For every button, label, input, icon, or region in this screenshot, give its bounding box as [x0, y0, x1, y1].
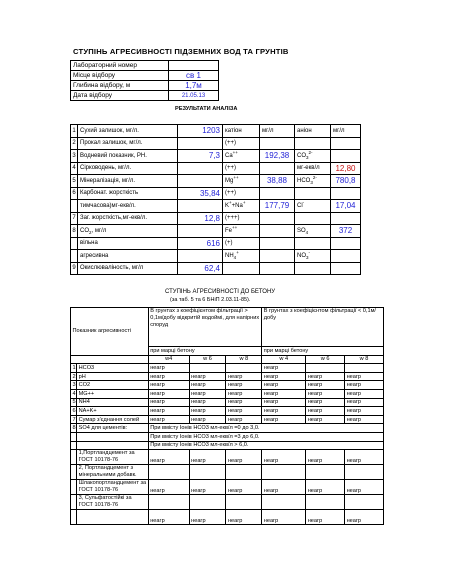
aggressiveness-cell: неагр	[262, 381, 306, 390]
aggressiveness-cell: неагр	[148, 372, 189, 381]
page-title: СТУПІНЬ АГРЕСИВНОСТІ ПІДЗЕМНИХ ВОД ТА ГРУНТІВ	[73, 47, 289, 56]
aggressiveness-cell: неагр	[148, 364, 189, 373]
cement-row	[71, 495, 384, 510]
cement-row	[71, 450, 384, 465]
indicator-row	[71, 398, 384, 407]
aggressiveness-cell: неагр	[262, 372, 306, 381]
superscript: 2-	[312, 174, 317, 180]
aggressiveness-cell	[345, 495, 384, 510]
grades-blank	[71, 355, 149, 364]
concrete-aggressiveness-table	[70, 307, 384, 525]
row-number: 4	[72, 390, 76, 397]
superscript: -	[308, 249, 311, 255]
row-number: 7	[72, 416, 76, 423]
cation-value	[260, 250, 295, 263]
aggressiveness-cell: неагр	[306, 372, 345, 381]
parameter-value: 62,4	[178, 262, 223, 275]
so4-blank	[77, 441, 149, 450]
aggressiveness-cell: неагр	[262, 398, 306, 407]
aggressiveness-cell: неагр	[226, 415, 262, 424]
parameter-value	[178, 162, 223, 175]
aggressiveness-cell: неагр	[148, 389, 189, 398]
aggressiveness-cell: неагр	[262, 407, 306, 416]
cation-label: (++)	[223, 187, 260, 200]
aggressiveness-cell: неагр	[306, 510, 345, 525]
cement-label: 3, Сульфатостійкі за ГОСТ 10178-76	[77, 495, 149, 510]
aggressiveness-cell	[345, 364, 384, 373]
anion-value: 17,04	[331, 200, 361, 213]
so4-condition: При вмісту Іонів HCO3 мл-екв/л =0 до 3,0.	[148, 424, 383, 433]
subscript: 3	[310, 179, 313, 185]
parameter-value	[178, 225, 223, 238]
aggressiveness-cell	[306, 495, 345, 510]
parameter-value	[178, 200, 223, 213]
parameter-label: Мінералізація, мг/л.	[78, 175, 178, 188]
indicator-row	[71, 415, 384, 424]
result-row	[71, 162, 361, 175]
parameter-label: Окислюваліность, мг/л	[78, 262, 178, 275]
cation-value	[260, 262, 295, 275]
info-value	[169, 61, 219, 71]
aggressiveness-cell	[189, 465, 226, 480]
parameter-value	[178, 250, 223, 263]
cation-value: мг/л	[260, 125, 295, 138]
aggressiveness-cell: неагр	[226, 381, 262, 390]
parameter-label: $CO_2$, мг/л	[78, 225, 178, 238]
info-value: 21.05.13	[169, 91, 219, 101]
aggressiveness-cell: неагр	[189, 510, 226, 525]
row-number	[71, 250, 78, 263]
indicator-header: Показник агресивності	[71, 308, 149, 356]
aggressiveness-cell: неагр	[306, 480, 345, 495]
info-label: Дата відбору	[71, 91, 169, 101]
cation-value	[260, 162, 295, 175]
result-row	[71, 137, 361, 150]
parameter-label: Водневий показник, РН.	[78, 150, 178, 163]
aggressiveness-cell: неагр	[148, 407, 189, 416]
cation-label: Mg++	[223, 175, 260, 188]
row-number: 4	[71, 162, 78, 175]
cation-label: катіон	[223, 125, 260, 138]
row-number: 5	[71, 175, 78, 188]
info-row-depth	[71, 81, 219, 91]
anion-value: 372	[331, 225, 361, 238]
anion-label: $HCO_3^{2-}$	[295, 175, 331, 188]
so4-label: SO4 для цементів:	[77, 424, 149, 433]
parameter-label: Сухий залишок, мг/л.	[78, 125, 178, 138]
so4-condition-row	[71, 441, 384, 450]
cation-label: (+++)	[223, 212, 260, 225]
aggressiveness-cell: неагр	[306, 415, 345, 424]
aggressiveness-cell: неагр	[262, 480, 306, 495]
superscript: +	[242, 199, 246, 205]
aggressiveness-cell: неагр	[189, 372, 226, 381]
results-title: РЕЗУЛЬТАТИ АНАЛІЗА	[175, 106, 238, 112]
indicator-label: Сумар з'єднання солей	[77, 415, 149, 424]
so4-condition: При вмісту Іонів HCO3 мл-екв/л =3 до 6,0.	[148, 432, 383, 441]
result-row	[71, 187, 361, 200]
parameter-label: агресивна	[78, 250, 178, 263]
high-filtration-text: В грунтах з коефіцієнтом фільтрації > 0,1м/добу відкритій водоймі, для напірних споруд	[150, 308, 260, 328]
parameter-label: Карбонат. жорсткість	[78, 187, 178, 200]
result-row	[71, 212, 361, 225]
result-row	[71, 250, 361, 263]
parameter-label: вільна	[78, 237, 178, 250]
aggressiveness-cell	[148, 465, 189, 480]
superscript: ++	[232, 224, 238, 230]
row-number: 6	[71, 187, 78, 200]
aggressiveness-cell	[345, 465, 384, 480]
aggressiveness-cell: неагр	[189, 480, 226, 495]
result-row	[71, 262, 361, 275]
info-row-date	[71, 91, 219, 101]
grade-cell: w 8	[226, 355, 262, 364]
parameter-label: тимчасова)мг-екв/л.	[78, 200, 178, 213]
cation-value	[260, 237, 295, 250]
concrete-title: СТУПІНЬ АГРЕСИВНОСТІ ДО БЕТОНУ	[165, 289, 276, 295]
aggressiveness-cell: неагр	[189, 381, 226, 390]
superscript: -	[302, 199, 305, 205]
result-row	[71, 200, 361, 213]
cement-row	[71, 510, 384, 525]
cement-label: Шлакопортландцемент за ГОСТ 10178-76	[77, 480, 149, 495]
row-number: 1	[71, 125, 78, 138]
subscript: 3	[306, 254, 309, 260]
info-label: Місце відбору	[71, 71, 169, 81]
result-row	[71, 175, 361, 188]
anion-value	[331, 250, 361, 263]
cement-row	[71, 480, 384, 495]
cation-label: (++)	[223, 137, 260, 150]
superscript: ++	[232, 149, 238, 155]
low-filtration-header	[262, 308, 384, 347]
grade-cell: w 6	[189, 355, 226, 364]
anion-value: 12,80	[331, 162, 361, 175]
cation-value	[260, 187, 295, 200]
indicator-row	[71, 389, 384, 398]
parameter-value: 35,84	[178, 187, 223, 200]
indicator-row	[71, 407, 384, 416]
indicator-label: NH4	[77, 398, 149, 407]
parameter-value: 12,8	[178, 212, 223, 225]
cation-label: Ca++	[223, 150, 260, 163]
aggressiveness-cell: неагр	[226, 398, 262, 407]
row-number	[71, 237, 78, 250]
superscript: +	[229, 199, 232, 205]
aggressiveness-cell: неагр	[306, 381, 345, 390]
aggressiveness-cell: неагр	[262, 510, 306, 525]
so4-condition: При вмісту Іонів HCO3 мл-екв/л > 6,0.	[148, 441, 383, 450]
row-number: 3	[71, 150, 78, 163]
info-label: Глибина відбору, м	[71, 81, 169, 91]
aggressiveness-cell: неагр	[226, 389, 262, 398]
row-number: 2	[71, 137, 78, 150]
concrete-subtitle: (за таб. 5 та 6 БНіП 2.03.11-85).	[170, 297, 251, 303]
cement-row	[71, 465, 384, 480]
aggressiveness-cell	[189, 364, 226, 373]
anion-label	[295, 212, 331, 225]
row-number: 6	[72, 407, 76, 414]
grade-cell: w4	[148, 355, 189, 364]
anion-label	[295, 262, 331, 275]
row-number	[71, 200, 78, 213]
aggressiveness-cell: неагр	[148, 450, 189, 465]
aggressiveness-cell	[262, 495, 306, 510]
anion-label: аніон	[295, 125, 331, 138]
aggressiveness-cell: неагр	[306, 398, 345, 407]
result-row	[71, 150, 361, 163]
sample-info-table	[70, 60, 219, 101]
cation-value: 192,38	[260, 150, 295, 163]
row-number: 8	[72, 425, 76, 432]
aggressiveness-cell	[306, 364, 345, 373]
cation-value: 38,88	[260, 175, 295, 188]
aggressiveness-cell: неагр	[345, 381, 384, 390]
aggressiveness-cell: неагр	[226, 450, 262, 465]
cation-label: $NH_4^+$	[223, 250, 260, 263]
aggressiveness-cell: неагр	[189, 398, 226, 407]
cation-label: Fe++	[223, 225, 260, 238]
aggressiveness-cell: неагр	[262, 415, 306, 424]
anion-value	[331, 187, 361, 200]
aggressiveness-cell: неагр	[226, 372, 262, 381]
parameter-label: Прокал залишок, мг/л.	[78, 137, 178, 150]
anion-label: $NO_3^-$	[295, 250, 331, 263]
cement-label: 2, Портландцемент з мінеральними добавк.	[77, 465, 149, 480]
aggressiveness-cell: неагр	[189, 389, 226, 398]
anion-label: мг-екв/л	[295, 162, 331, 175]
aggressiveness-cell	[262, 465, 306, 480]
aggressiveness-cell	[306, 465, 345, 480]
info-row-place	[71, 71, 219, 81]
aggressiveness-cell	[148, 495, 189, 510]
row-number: 5	[72, 399, 76, 406]
aggressiveness-cell: неагр	[345, 407, 384, 416]
anion-label	[295, 137, 331, 150]
row-number: 2	[72, 373, 76, 380]
aggressiveness-cell: неагр	[262, 389, 306, 398]
cation-value	[260, 225, 295, 238]
anion-value	[331, 262, 361, 275]
cation-value	[260, 137, 295, 150]
subscript: 4	[233, 254, 237, 260]
anion-value	[331, 237, 361, 250]
aggressiveness-cell: неагр	[345, 398, 384, 407]
low-filtration-text: В грунтах з коефіцієнтом фільтрації < 0,1м/добу	[263, 308, 376, 321]
aggressiveness-cell	[226, 495, 262, 510]
row-number: 7	[71, 212, 78, 225]
aggressiveness-cell: неагр	[345, 480, 384, 495]
cation-value	[260, 212, 295, 225]
grade-cell: w 8	[345, 355, 384, 364]
aggressiveness-cell: неагр	[148, 381, 189, 390]
anion-label: Cl-	[295, 200, 331, 213]
aggressiveness-cell: неагр	[148, 480, 189, 495]
subscript: 4	[305, 229, 309, 235]
aggressiveness-cell: неагр	[148, 415, 189, 424]
aggressiveness-cell: неагр	[262, 364, 306, 373]
aggressiveness-cell: неагр	[306, 407, 345, 416]
cation-label: (++)	[223, 162, 260, 175]
grades-row	[71, 355, 384, 364]
cement-label: 1,Портландцемент за ГОСТ 10178-76	[77, 450, 149, 465]
aggressiveness-cell: неагр	[189, 450, 226, 465]
info-label: Лабораторний номер	[71, 61, 169, 71]
anion-value	[331, 137, 361, 150]
high-filtration-header	[148, 308, 262, 347]
indicator-label: CO2	[77, 381, 149, 390]
grade-cell: w 6	[306, 355, 345, 364]
cation-label	[223, 262, 260, 275]
parameter-label: Заг. жорсткість,мг-екв/л.	[78, 212, 178, 225]
aggressiveness-cell: неагр	[189, 407, 226, 416]
analysis-results-table	[70, 124, 361, 275]
grade-cell: w 4	[262, 355, 306, 364]
parameter-value: 7,3	[178, 150, 223, 163]
info-value: св 1	[169, 71, 219, 81]
anion-value	[331, 150, 361, 163]
so4-blank	[77, 432, 149, 441]
aggressiveness-cell: неагр	[226, 407, 262, 416]
so4-condition-row	[71, 424, 384, 433]
indicator-row	[71, 364, 384, 373]
subscript: 3	[306, 154, 309, 160]
indicator-label: NA+K+	[77, 407, 149, 416]
cation-label: (+)	[223, 237, 260, 250]
aggressiveness-cell: неагр	[262, 450, 306, 465]
parameter-value: 616	[178, 237, 223, 250]
concrete-header-row	[71, 308, 384, 347]
indicator-label: MG++	[77, 389, 149, 398]
anion-value: мг/л	[331, 125, 361, 138]
aggressiveness-cell: неагр	[148, 398, 189, 407]
aggressiveness-cell: неагр	[226, 510, 262, 525]
aggressiveness-cell: неагр	[345, 450, 384, 465]
aggressiveness-cell: неагр	[226, 480, 262, 495]
cement-label	[77, 510, 149, 525]
anion-label: $SO_4$	[295, 225, 331, 238]
cation-value: 177,79	[260, 200, 295, 213]
aggressiveness-cell: неагр	[306, 450, 345, 465]
info-row-lab-number	[71, 61, 219, 71]
parameter-value	[178, 175, 223, 188]
grade-header-right: при марці бетону	[262, 347, 384, 356]
cation-label: K++Na+	[223, 200, 260, 213]
anion-label	[295, 187, 331, 200]
so4-condition-row	[71, 432, 384, 441]
info-value: 1,7м	[169, 81, 219, 91]
superscript: 2-	[308, 149, 313, 155]
row-number: 3	[72, 382, 76, 389]
aggressiveness-cell	[226, 364, 262, 373]
row-number: 8	[71, 225, 78, 238]
aggressiveness-cell	[189, 495, 226, 510]
indicator-label: pH	[77, 372, 149, 381]
aggressiveness-cell: неагр	[189, 415, 226, 424]
result-row	[71, 225, 361, 238]
aggressiveness-cell: неагр	[306, 389, 345, 398]
grade-header-left: при марці бетону	[148, 347, 262, 356]
aggressiveness-cell: неагр	[345, 389, 384, 398]
aggressiveness-cell: неагр	[345, 510, 384, 525]
anion-label: $CO_3^{2-}$	[295, 150, 331, 163]
anion-value: 780,8	[331, 175, 361, 188]
aggressiveness-cell	[226, 465, 262, 480]
row-number: 9	[71, 262, 78, 275]
result-row	[71, 237, 361, 250]
superscript: +	[236, 249, 239, 255]
anion-value	[331, 212, 361, 225]
anion-label	[295, 237, 331, 250]
parameter-label: Сірководень, мг/л.	[78, 162, 178, 175]
indicator-row	[71, 381, 384, 390]
indicator-label: HCO3	[77, 364, 149, 373]
subscript: 2	[89, 229, 92, 235]
row-number: 1	[72, 364, 76, 371]
superscript: ++	[233, 174, 239, 180]
aggressiveness-cell: неагр	[345, 415, 384, 424]
parameter-value	[178, 137, 223, 150]
aggressiveness-cell: неагр	[345, 372, 384, 381]
indicator-row	[71, 372, 384, 381]
result-row	[71, 125, 361, 138]
parameter-value: 1203	[178, 125, 223, 138]
aggressiveness-cell: неагр	[148, 510, 189, 525]
